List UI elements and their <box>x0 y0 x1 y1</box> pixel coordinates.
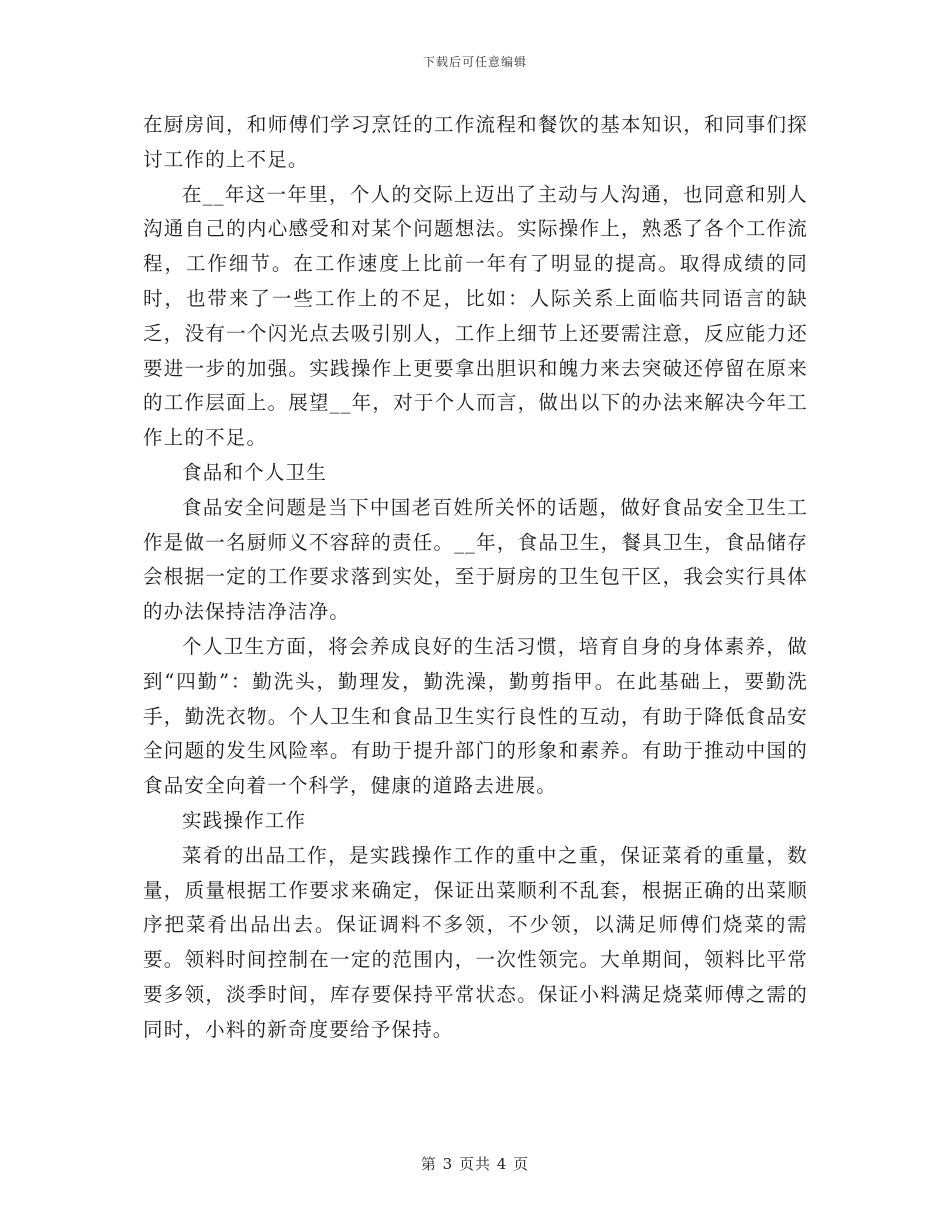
paragraph-1: 在厨房间，和师傅们学习烹饪的工作流程和餐饮的基本知识，和同事们探讨工作的上不足。 <box>143 113 808 171</box>
paragraph-practice: 菜肴的出品工作，是实践操作工作的重中之重，保证菜肴的重量，数量，质量根据工作要求来确定，保证出菜顺利不乱套，根据正确的出菜顺序把菜肴出品出去。保证调料不多领，不少领，以满足师傅们烧菜的需要。领料时间控制在一定的范围内，一次性领完。大单期间，领料比平常要多领，淡季时间，库存要保持平常状态。保证小料满足烧菜师傅之需的同时，小料的新奇度要给予保持。 <box>143 843 808 1041</box>
paragraph-2: 在__年这一年里，个人的交际上迈出了主动与人沟通，也同意和别人沟通自己的内心感受和对某个问题想法。实际操作上，熟悉了各个工作流程，工作细节。在工作速度上比前一年有了明显的提高。取得成绩的同时，也带来了一些工作上的不足，比如：人际关系上面临共同语言的缺乏，没有一个闪光点去吸引别人，工作上细节上还要需注意，反应能力还要进一步的加强。实践操作上更要拿出胆识和魄力来去突破还停留在原来的工作层面上。展望__年，对于个人而言，做出以下的办法来解决今年工作上的不足。 <box>143 182 808 450</box>
section-heading-practice: 实践操作工作 <box>182 808 307 832</box>
section-heading-hygiene: 食品和个人卫生 <box>182 460 327 484</box>
page-header: 下载后可任意编辑 <box>422 55 527 69</box>
paragraph-food-safety: 食品安全问题是当下中国老百姓所关怀的话题，做好食品安全卫生工作是做一名厨师义不容辞的责任。__年，食品卫生，餐具卫生，食品储存会根据一定的工作要求落到实处，至于厨房的卫生包干区，我会实行具体的办法保持洁净洁净。 <box>143 495 808 624</box>
document-body <box>143 108 808 1048</box>
paragraph-personal-hygiene: 个人卫生方面，将会养成良好的生活习惯，培育自身的身体素养，做到“四勤”：勤洗头，勤理发，勤洗澡，勤剪指甲。在此基础上，要勤洗手，勤洗衣物。个人卫生和食品卫生实行良性的互动，有助于降低食品安全问题的发生风险率。有助于提升部门的形象和素养。有助于推动中国的食品安全向着一个科学，健康的道路去进展。 <box>143 634 808 798</box>
page-footer: 第 3 页共 4 页 <box>420 1155 530 1173</box>
